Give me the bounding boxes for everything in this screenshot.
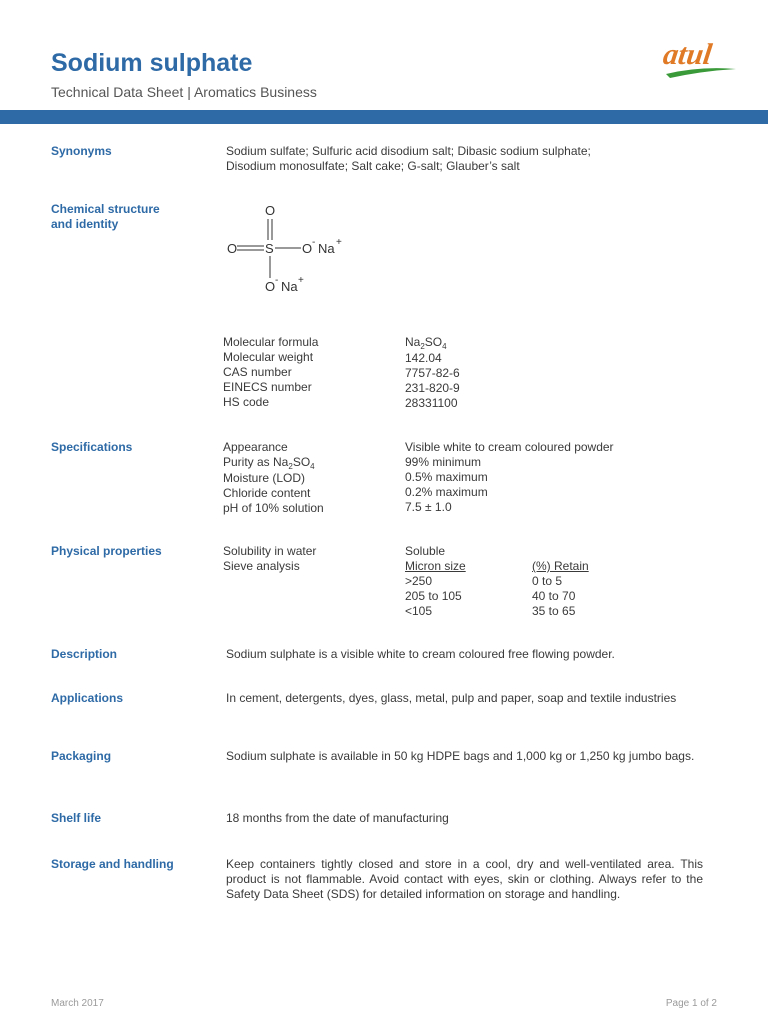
- synonyms-label: Synonyms: [51, 144, 112, 158]
- identity-name-cas: CAS number: [223, 365, 292, 379]
- identity-name-weight: Molecular weight: [223, 350, 314, 364]
- identity-value-hs: 28331100: [405, 396, 458, 410]
- description-label: Description: [51, 647, 118, 661]
- sodium-bottom: Na: [281, 279, 298, 294]
- spec-name-purity: Purity as $Na_2SO_4$: [223, 455, 315, 471]
- sieve-size-2: 205 to 105: [405, 589, 462, 603]
- physical-name-solubility: Solubility in water: [223, 544, 317, 558]
- atom-o-right: O: [302, 241, 313, 256]
- sieve-retain-column: [532, 559, 589, 619]
- identity-name-einecs: EINECS number: [223, 380, 312, 394]
- charge-plus-right: +: [336, 237, 342, 248]
- identity-names: [223, 335, 318, 410]
- physical-name-sieve: Sieve analysis: [223, 559, 300, 573]
- footer-page-number: Page 1 of 2: [665, 998, 717, 1009]
- atul-logo-graphic: [662, 36, 740, 84]
- spec-value-ph: 7.5 ± 1.0: [405, 500, 452, 514]
- page-subtitle: Technical Data Sheet | Aromatics Business: [51, 84, 317, 100]
- physical-value-solubility: Soluble: [405, 544, 446, 558]
- sieve-size-1: >250: [405, 574, 433, 588]
- physical-names: [223, 544, 316, 574]
- page-title: Sodium sulphate: [51, 49, 253, 77]
- storage-label: Storage and handling: [51, 857, 174, 871]
- atom-o-left: O: [227, 241, 238, 256]
- specification-values: [405, 440, 614, 515]
- synonyms-line-2: Disodium monosulfate; Salt cake; G-salt; Glauber’s salt: [226, 159, 520, 173]
- atom-o-bottom: O: [265, 279, 276, 294]
- identity-value-weight: 142.04: [405, 351, 442, 365]
- sodium-right: Na: [318, 241, 335, 256]
- spec-value-moisture: 0.5% maximum: [405, 470, 488, 484]
- spec-value-chloride: 0.2% maximum: [405, 485, 488, 499]
- synonyms-line-1: Sodium sulfate; Sulfuric acid disodium salt; Dibasic sodium sulphate;: [226, 144, 591, 158]
- atom-o-top: O: [265, 203, 276, 218]
- identity-name-hs: HS code: [223, 395, 270, 409]
- spec-name-moisture: Moisture (LOD): [223, 471, 306, 485]
- sieve-header-retain: (%) Retain: [532, 559, 589, 573]
- packaging-label: Packaging: [51, 749, 112, 763]
- atom-s: S: [265, 241, 274, 256]
- charge-minus-right: -: [312, 237, 316, 248]
- spec-name-ph: pH of 10% solution: [223, 501, 324, 515]
- sieve-retain-3: 35 to 65: [532, 604, 576, 618]
- applications-label: Applications: [51, 691, 124, 705]
- chemical-structure-diagram: [222, 200, 372, 305]
- structure-label: [51, 202, 160, 232]
- identity-values: [405, 335, 460, 411]
- sieve-header-micron: Micron size: [405, 559, 466, 573]
- specifications-label: Specifications: [51, 440, 133, 454]
- sieve-size-3: <105: [405, 604, 433, 618]
- packaging-text: Sodium sulphate is available in 50 kg HDPE bags and 1,000 kg or 1,250 kg jumbo bags.: [226, 749, 695, 763]
- physical-values: [405, 544, 466, 619]
- shelf-life-text: 18 months from the date of manufacturing: [226, 811, 449, 825]
- description-text: Sodium sulphate is a visible white to cream coloured free flowing powder.: [226, 647, 615, 661]
- synonyms-text: [226, 144, 703, 174]
- charge-minus-bottom: -: [275, 275, 279, 286]
- physical-properties-label: Physical properties: [51, 544, 162, 558]
- spec-name-appearance: Appearance: [223, 440, 288, 454]
- identity-value-cas: 7757-82-6: [405, 366, 460, 380]
- sieve-retain-1: 0 to 5: [532, 574, 563, 588]
- spec-value-appearance: Visible white to cream coloured powder: [405, 440, 614, 454]
- header-band: [0, 110, 768, 124]
- storage-text: Keep containers tightly closed and store in a cool, dry and well-ventilated area. This product is not flammable. Avoid contact with eyes, skin or clothing. Always refer to the Safety Data Sheet (SDS) for detailed information on storage and handling.: [226, 857, 703, 901]
- sieve-retain-2: 40 to 70: [532, 589, 576, 603]
- footer-date: March 2017: [51, 998, 104, 1009]
- structure-label-line-1: Chemical structure: [51, 202, 160, 216]
- logo-text: atul: [662, 37, 715, 71]
- spec-value-purity: 99% minimum: [405, 455, 482, 469]
- identity-value-einecs: 231-820-9: [405, 381, 460, 395]
- applications-text: In cement, detergents, dyes, glass, metal, pulp and paper, soap and textile industries: [226, 691, 677, 705]
- structure-svg: [222, 200, 372, 300]
- charge-plus-bottom: +: [298, 275, 304, 286]
- identity-value-formula: $Na_2SO_4$: [405, 335, 447, 351]
- shelf-life-label: Shelf life: [51, 811, 102, 825]
- atul-logo: [662, 36, 740, 89]
- identity-name-formula: Molecular formula: [223, 335, 319, 349]
- spec-name-chloride: Chloride content: [223, 486, 311, 500]
- structure-label-line-2: and identity: [51, 217, 119, 231]
- specification-names: [223, 440, 324, 516]
